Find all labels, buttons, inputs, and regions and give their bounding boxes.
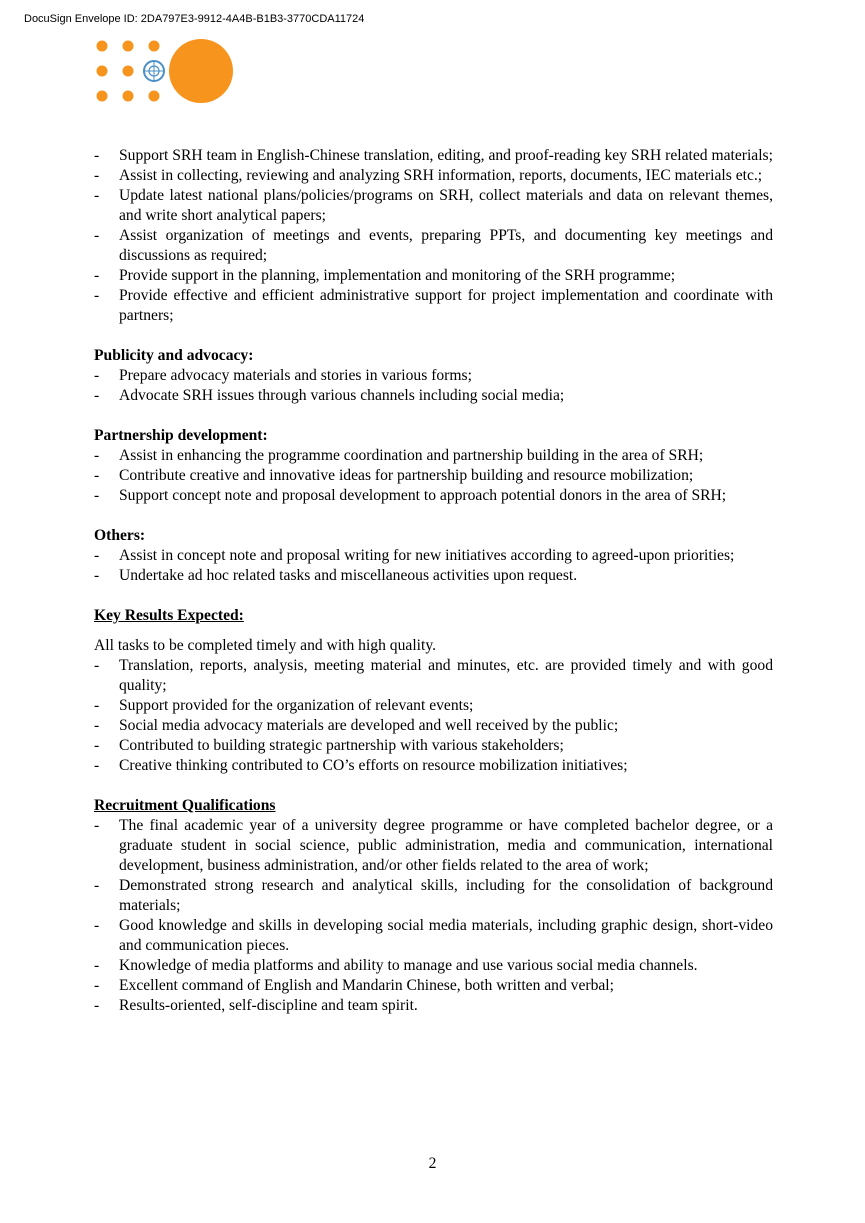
list-item: - Assist in collecting, reviewing and analyzing SRH information, reports, documents, IEC materials etc.; (94, 167, 763, 184)
list-item: - Results-oriented, self-discipline and team spirit. (94, 997, 418, 1014)
list-item: - Good knowledge and skills in developing social media materials, including graphic design, short-video and communication pieces. (94, 917, 773, 954)
list-item: - Social media advocacy materials are developed and well received by the public; (94, 717, 619, 734)
others-heading: Others: (94, 527, 146, 544)
list-item: - Knowledge of media platforms and ability to manage and use various social media channels. (94, 957, 698, 974)
list-item: - Excellent command of English and Mandarin Chinese, both written and verbal; (94, 977, 614, 994)
list-item: - Support concept note and proposal development to approach potential donors in the area of SRH; (94, 487, 727, 504)
partnership-list (94, 446, 773, 506)
list-item: - Support provided for the organization of relevant events; (94, 697, 474, 714)
key-results-heading: Key Results Expected: (94, 607, 244, 624)
list-item: - Creative thinking contributed to CO’s efforts on resource mobilization initiatives; (94, 757, 628, 774)
publicity-list (94, 366, 773, 406)
list-item: - Provide support in the planning, implementation and monitoring of the SRH programme; (94, 267, 676, 284)
qualifications-heading: Recruitment Qualifications (94, 797, 276, 814)
list-item: - Provide effective and efficient administrative support for project implementation and coordinate with partners; (94, 287, 773, 324)
partnership-heading: Partnership development: (94, 427, 268, 444)
list-item: - Demonstrated strong research and analytical skills, including for the consolidation of background materials; (94, 877, 773, 914)
page-number: 2 (428, 1155, 437, 1172)
list-item: - Advocate SRH issues through various channels including social media; (94, 387, 565, 404)
others-list (94, 546, 773, 586)
list-item: - Assist in enhancing the programme coordination and partnership building in the area of SRH; (94, 447, 704, 464)
list-item: - Contribute creative and innovative ideas for partnership building and resource mobilization; (94, 467, 694, 484)
key-results-list (94, 656, 773, 776)
list-item: - Undertake ad hoc related tasks and miscellaneous activities upon request. (94, 567, 578, 584)
list-item: - Prepare advocacy materials and stories in various forms; (94, 367, 472, 384)
list-item: - Translation, reports, analysis, meeting material and minutes, etc. are provided timely and with good quality; (94, 657, 773, 694)
docusign-envelope-id: DocuSign Envelope ID: 2DA797E3-9912-4A4B-B1B3-3770CDA11724 (24, 13, 365, 25)
unfpa-logo (94, 38, 234, 106)
publicity-heading: Publicity and advocacy: (94, 347, 254, 364)
unfpa-logo-graphic (94, 38, 234, 106)
qualifications-list (94, 816, 773, 1016)
list-item: - Assist organization of meetings and events, preparing PPTs, and documenting key meetings and discussions as required; (94, 227, 773, 264)
document-body (94, 146, 773, 1016)
list-item: - Contributed to building strategic partnership with various stakeholders; (94, 737, 564, 754)
list-item: - The final academic year of a university degree programme or have completed bachelor degree, or a graduate student in social science, public administration, media and communication, international development, business administration, and/or other fields related to the area of work; (94, 817, 773, 874)
list-item: - Update latest national plans/policies/programs on SRH, collect materials and data on relevant themes, and write short analytical papers; (94, 187, 773, 224)
key-results-intro: All tasks to be completed timely and with high quality. (94, 637, 436, 654)
list-item: - Assist in concept note and proposal writing for new initiatives according to agreed-upon priorities; (94, 547, 735, 564)
intro-list (94, 146, 773, 326)
list-item: - Support SRH team in English-Chinese translation, editing, and proof-reading key SRH related materials; (94, 147, 773, 164)
